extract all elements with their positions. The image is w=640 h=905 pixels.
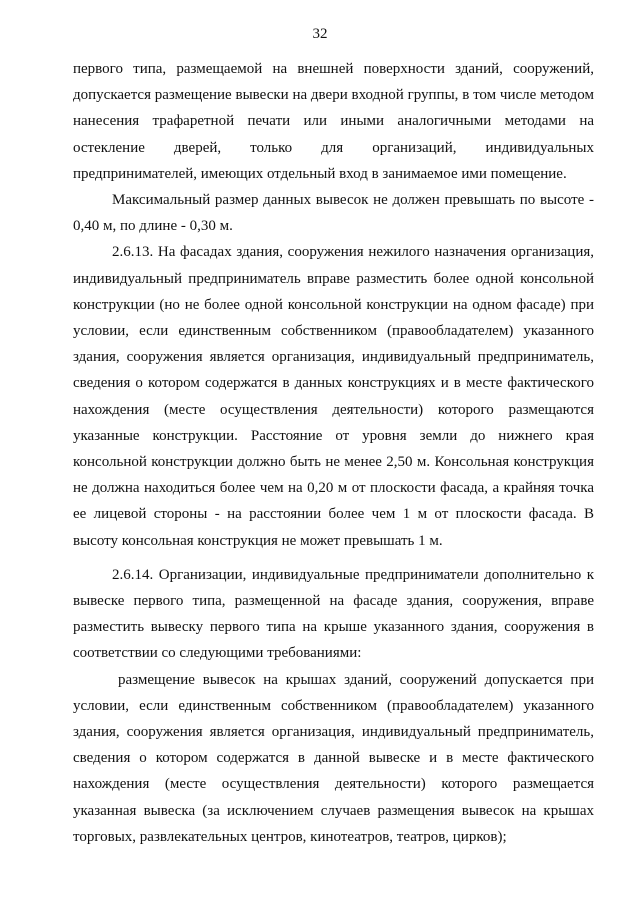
page-number: 32 xyxy=(312,26,328,42)
paragraph-continuation: первого типа, размещаемой на внешней поверхности зданий, сооружений, допускается размещение вывески на двери входной группы, в том числе методом нанесения трафаретной печати или иными аналогичными методами на остекление дверей, только для организаций, индивидуальных предпринимателей, имеющих отдельный вход в занимаемое ими помещение. xyxy=(73,61,594,182)
paragraph-roof-requirements: размещение вывесок на крышах зданий, сооружений допускается при условии, если единственным собственником (правообладателем) указанного здания, сооружения является организация, индивидуальный предприниматель, сведения о котором содержатся в данной вывеске и в месте фактического нахождения (месте осуществления деятельности) которого размещается указанная вывеска (за исключением случаев размещения вывесок на крышах торговых, развлекательных центров, кинотеатров, театров, цирков); xyxy=(73,671,594,845)
document-body xyxy=(73,56,594,850)
paragraph-max-size: Максимальный размер данных вывесок не должен превышать по высоте - 0,40 м, по длине - 0,30 м. xyxy=(73,192,594,235)
paragraph-2-6-13: 2.6.13. На фасадах здания, сооружения нежилого назначения организация, индивидуальный предприниматель вправе разместить более одной консольной конструкции (но не более одной консольной конструкции на одном фасаде) при условии, если единственным собственником (правообладателем) указанного здания, сооружения является организация, индивидуальный предприниматель, сведения о котором содержатся в данных конструкциях и в месте фактического нахождения (месте осуществления деятельности) которого размещаются указанные конструкции. Расстояние от уровня земли до нижнего края консольной конструкции должно быть не менее 2,50 м. Консольная конструкция не должна находиться более чем на 0,20 м от плоскости фасада, а крайняя точка ее лицевой стороны - на расстоянии более чем 1 м от плоскости фасада. В высоту консольная конструкция не может превышать 1 м. xyxy=(73,244,594,549)
paragraph-2-6-14: 2.6.14. Организации, индивидуальные предприниматели дополнительно к вывеске первого типа, размещенной на фасаде здания, сооружения, вправе разместить вывеску первого типа на крыше указанного здания, сооружения в соответствии со следующими требованиями: xyxy=(73,566,594,662)
